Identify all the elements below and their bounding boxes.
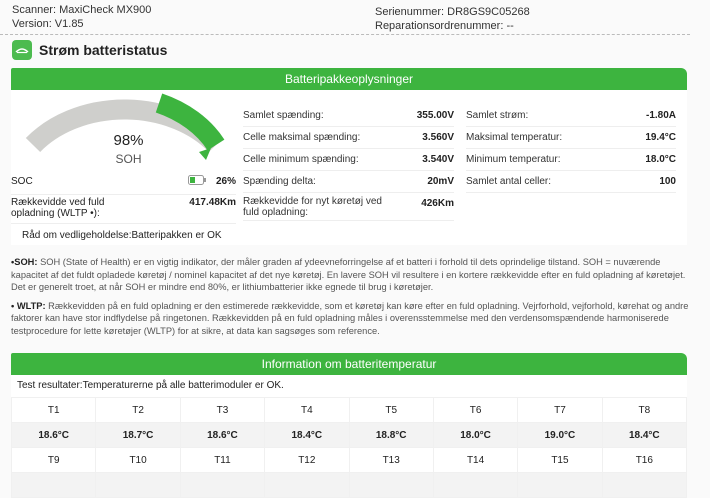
battery-level-icon <box>188 175 206 188</box>
stat-max-temp: Maksimal temperatur: 19.4°C <box>466 126 676 149</box>
range-value: 417.48Km <box>189 197 236 208</box>
stat-total-voltage: Samlet spænding: 355.00V <box>243 104 454 127</box>
temperature-table <box>11 397 687 498</box>
range-row: Rækkevidde ved fuld opladning (WLTP •): 417.48Km <box>11 197 236 224</box>
soh-label: SOH <box>115 152 142 166</box>
stat-cell-max-voltage: Celle maksimal spænding: 3.560V <box>243 126 454 149</box>
test-result: Test resultater:Temperaturerne på alle batterimoduler er OK. <box>17 380 284 391</box>
page-title: Strøm batteristatus <box>12 40 167 60</box>
soc-value: 26% <box>215 176 236 187</box>
car-battery-icon <box>12 40 32 60</box>
table-row: 18.6°C 18.7°C 18.6°C 18.4°C 18.8°C 18.0°C 19.0°C 18.4°C <box>12 423 687 448</box>
stat-voltage-delta: Spænding delta: 20mV <box>243 170 454 193</box>
table-row: T1 T2 T3 T4 T5 T6 T7 T8 <box>12 398 687 423</box>
notes <box>11 256 691 344</box>
report-header <box>0 0 710 34</box>
repair-order-label: Reparationsordrenummer: -- <box>375 20 514 32</box>
stat-cell-min-voltage: Celle minimum spænding: 3.540V <box>243 148 454 171</box>
stat-new-range: Rækkevidde for nyt køretøj ved fuld opladning: 426Km <box>243 192 454 221</box>
stat-min-temp: Minimum temperatur: 18.0°C <box>466 148 676 171</box>
stat-cell-count: Samlet antal celler: 100 <box>466 170 676 193</box>
table-row <box>12 473 687 498</box>
stat-total-current: Samlet strøm: -1.80A <box>466 104 676 127</box>
version-label: Version: V1.85 <box>12 18 84 30</box>
soc-row: SOC 26% <box>11 176 236 195</box>
wltp-note: • WLTP: Rækkevidden på en fuld opladning er den estimerede rækkevidde, som et køretøj kan køre efter en fuld opladning. Vejrforhold, vejforhold, kørehat og andre faktorer kan have stor indflydelse på ringetonen. Rækkevidden på en fuld opladning måles i overensstemmelse med den verdensomspændende harmoniserede testprocedure for lette køretøjer (WLTP) for at sikre, at data kan sagsøges som reference. <box>11 300 689 336</box>
soh-note: •SOH: SOH (State of Health) er en vigtig indikator, der måler graden af ydeevneforringelse af et batteri i forhold til dets oprindelige tilstand. SOH = nuværende kapacitet af det fuldt opladede køretøj / nominel kapacitet af det nye køretøj. En lavere SOH vil resultere i en kortere rækkevidde efter en fuld opladning af køretøjet. Det er generelt troet, at når SOH er mindre end 80%, er lithiumbatterier ikke egnede til brug i køretøjer. <box>11 257 686 293</box>
pack-info-panel <box>11 90 687 245</box>
temperature-panel <box>11 375 687 498</box>
soh-value: 98% <box>113 132 144 149</box>
serial-label: Serienummer: DR8GS9C05268 <box>375 6 530 18</box>
scanner-label: Scanner: MaxiCheck MX900 <box>12 4 152 16</box>
section-header-pack-info: Batteripakkeoplysninger <box>11 68 687 90</box>
section-header-temperature: Information om batteritemperatur <box>11 353 687 375</box>
table-row: T9 T10 T11 T12 T13 T14 T15 T16 <box>12 448 687 473</box>
divider <box>0 34 690 35</box>
maintenance-advice: Råd om vedligeholdelse:Batteripakken er OK <box>22 230 222 241</box>
